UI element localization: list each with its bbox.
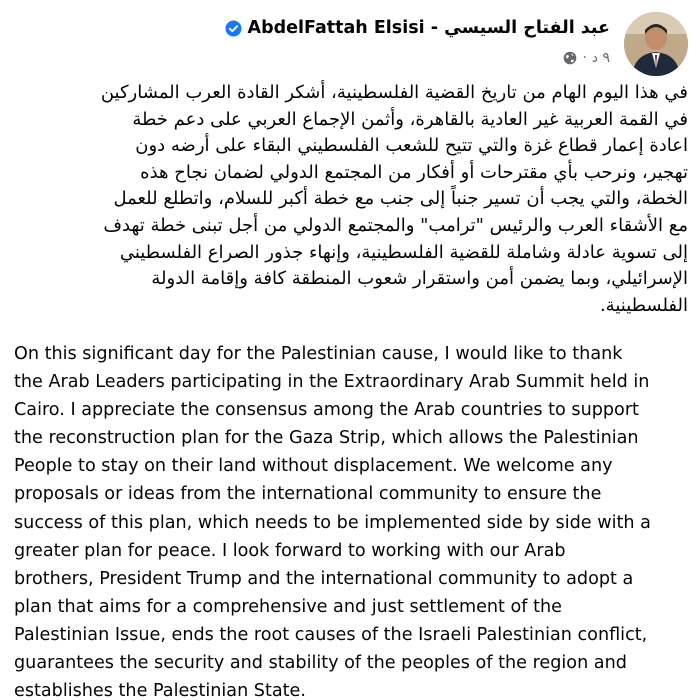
globe-icon[interactable] bbox=[563, 51, 577, 65]
verified-badge-icon bbox=[225, 20, 242, 37]
post-text-english: On this significant day for the Palestinian cause, I would like to thank the Arab Leaders participating in the Extraordinary Arab Summit held in Cairo. I appreciate the consensus among the Arab countries to support the reconstruction plan for the Gaza Strip, which allows the Palestinian People to stay on their land without displacement. We welcome any proposals or ideas from the international community to ensure the success of this plan, which needs to be implemented side by side with a greater plan for peace. I look forward to working with our Arab brothers, President Trump and the international community to adopt a plan that aims for a comprehensive and just settlement of the Palestinian Issue, ends the root causes of the Israeli Palestinian conflict, guarantees the security and stability of the peoples of the region and establishes the Palestinian State. bbox=[14, 344, 651, 700]
avatar[interactable] bbox=[624, 12, 688, 76]
post-timestamp[interactable]: ٩ د bbox=[591, 50, 610, 66]
author-line bbox=[225, 18, 610, 38]
post-text-arabic: في هذا اليوم الهام من تاريخ القضية الفلسطينية، أشكر القادة العرب المشاركين في القمة العربية غير العادية بالقاهرة، وأثمن الإجماع العربي على دعم خطة اعادة إعمار قطاع غزة والتي تتيح للشعب الفلسطيني البقاء على أرضه دون تهجير، ونرحب بأي مقترحات أو أفكار من المجتمع الدولي لضمان نجاح هذه الخطة، والتي يجب أن تسير جنباً إلى جنب مع خطة أكبر للسلام، واتطلع للعمل مع الأشقاء العرب والرئيس "ترامب" والمجتمع الدولي من أجل تبنى خطة تهدف إلى تسوية عادلة وشاملة للقضية الفلسطينية، وإنهاء جذور الصراع الفلسطيني الإسرائيلي، وبما يضمن أمن واستقرار شعوب المنطقة كافة وإقامة الدولة الفلسطينية. bbox=[100, 82, 688, 316]
post-header bbox=[12, 12, 688, 78]
author-name[interactable]: AbdelFattah Elsisi - عبد الفتاح السيسي bbox=[247, 18, 610, 38]
post-meta bbox=[563, 50, 610, 66]
profile-photo-icon bbox=[624, 12, 688, 76]
meta-separator: · bbox=[582, 50, 587, 66]
